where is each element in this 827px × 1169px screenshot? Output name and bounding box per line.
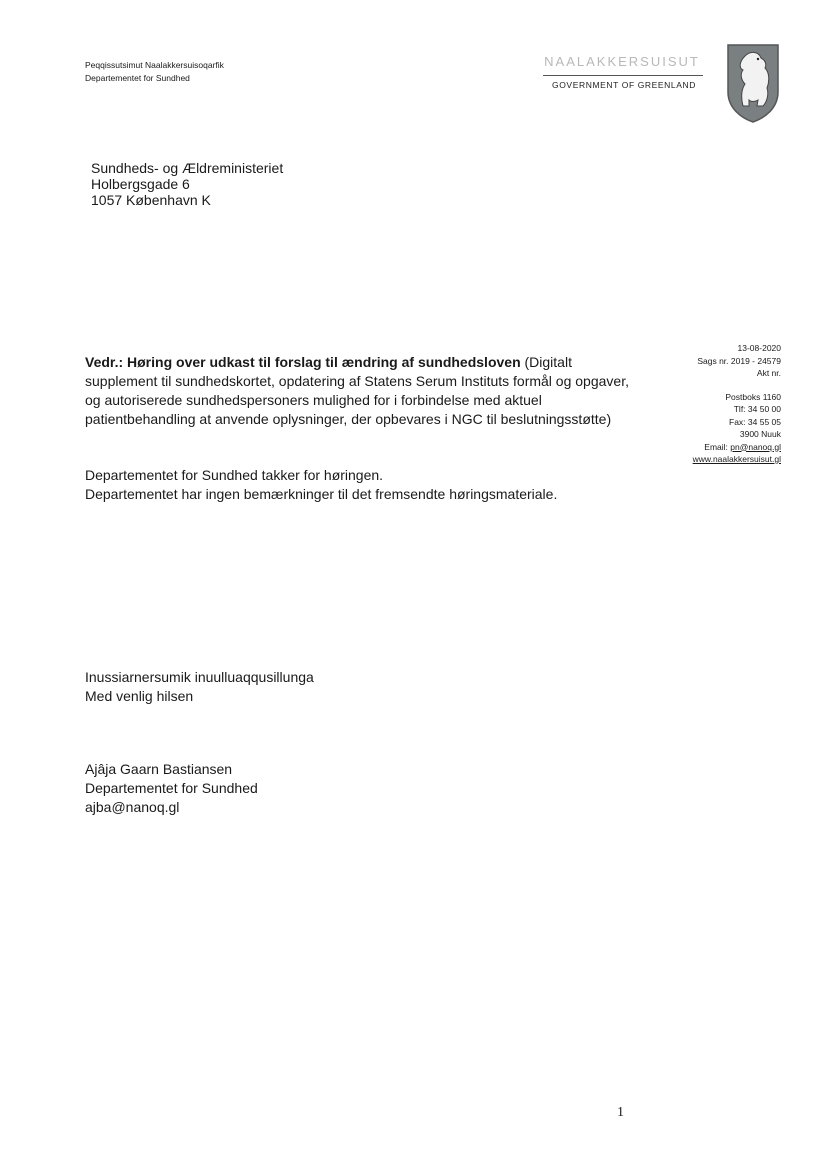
recipient-line-1: Sundheds- og Ældreministeriet [91, 160, 284, 176]
signer-name: Ajâja Gaarn Bastiansen [85, 761, 233, 777]
subject-paragraph [85, 353, 645, 429]
sender-line-2: Departementet for Sundhed [85, 73, 190, 83]
subject-line-1-rest: (Digitalt [520, 354, 572, 370]
email-label: Email: [704, 441, 728, 452]
polar-bear-shield-icon [725, 42, 781, 124]
recipient-line-2: Holbergsgade 6 [91, 176, 190, 192]
closing-greenlandic: Inussiarnersumik inuulluaqqusillunga [85, 669, 314, 685]
body-line-2: Departementet har ingen bemærkninger til det fremsendte høringsmateriale. [85, 486, 558, 502]
closing-danish: Med venlig hilsen [85, 688, 194, 704]
sender-block [85, 59, 224, 85]
signer-email: ajba@nanoq.gl [85, 799, 180, 815]
case-meta-block [693, 342, 781, 466]
website-link[interactable]: www.naalakkersuisut.gl [692, 454, 781, 464]
postbox: Postboks 1160 [725, 391, 781, 402]
fax: Fax: 34 55 05 [729, 416, 781, 427]
subject-line-2: supplement til sundhedskortet, opdatering af Statens Serum Instituts formål og opgaver, [85, 373, 629, 389]
date: 13-08-2020 [737, 343, 781, 353]
subject-line-1 [85, 353, 645, 372]
body-paragraph [85, 466, 557, 504]
city: 3900 Nuuk [739, 429, 781, 439]
phone: Tlf: 34 50 00 [733, 404, 781, 414]
email-row [693, 441, 781, 454]
closing-block [85, 668, 314, 706]
subject-title: Vedr.: Høring over udkast til forslag til ændring af sundhedsloven [85, 354, 521, 370]
logo-wordmark: NAALAKKERSUISUT [544, 54, 700, 69]
signature-block [85, 760, 258, 817]
subject-line-4: patientbehandling at anvende oplysninger, der opbevares i NGC til beslutningsstøtte) [85, 411, 612, 427]
logo-divider [543, 75, 703, 76]
page-number: 1 [617, 1105, 624, 1120]
logo-subtitle: GOVERNMENT OF GREENLAND [552, 80, 696, 90]
body-line-1: Departementet for Sundhed takker for høringen. [85, 467, 384, 483]
recipient-address [91, 160, 283, 208]
sender-line-1: Peqqissutsimut Naalakkersuisoqarfik [85, 60, 224, 70]
email-link[interactable]: pn@nanoq.gl [730, 441, 781, 452]
recipient-line-3: 1057 København K [91, 192, 211, 208]
akt-number: Akt nr. [756, 368, 781, 378]
signer-department: Departementet for Sundhed [85, 780, 258, 796]
subject-line-3: og autoriserede sundhedspersoners mulighed for i forbindelse med aktuel [85, 392, 542, 408]
case-number: Sags nr. 2019 - 24579 [697, 355, 781, 366]
